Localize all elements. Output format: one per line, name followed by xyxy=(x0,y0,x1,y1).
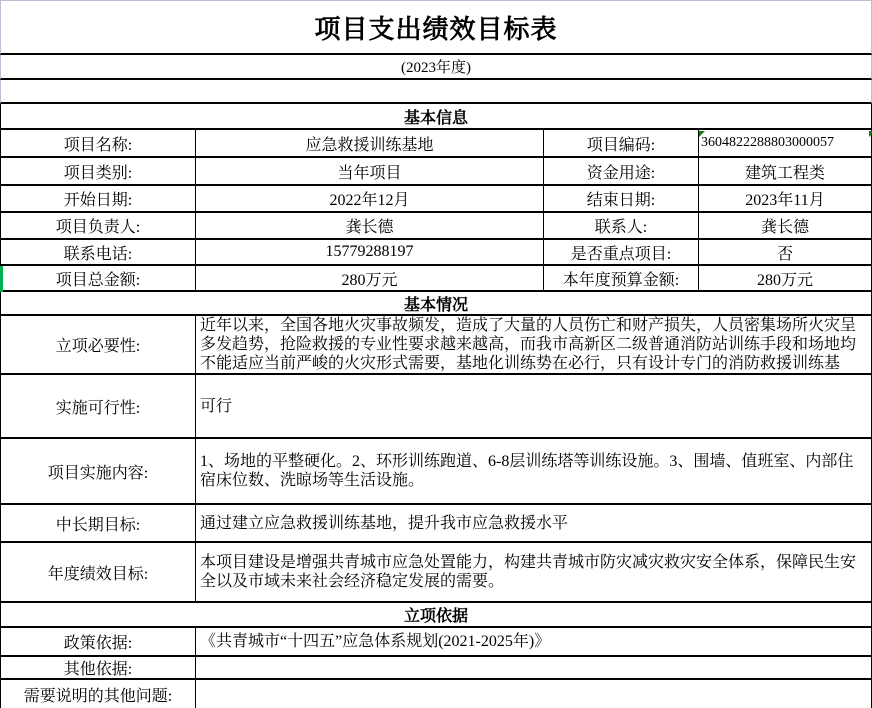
longterm-goal-label: 中长期目标: xyxy=(1,505,196,541)
key-project-label: 是否重点项目: xyxy=(544,240,699,264)
row-highlight-marker xyxy=(0,266,3,292)
row-other-issues xyxy=(0,680,872,708)
necessity-value: 近年以来，全国各地火灾事故频发，造成了大量的人员伤亡和财产损失，人员密集场所火灾呈多发趋势，抢险救援的专业性要求越来越高，而我市高新区二级普通消防站训练手段和场地均不能适应当前严峻的火灾形式需要，基地化训练势在必行，只有设计专门的消防救援训练基 xyxy=(200,317,857,372)
contact-phone-label: 联系电话: xyxy=(1,240,196,264)
policy-basis-value: 《共青城市“十四五”应急体系规划(2021-2025年)》 xyxy=(200,633,551,650)
project-name-label: 项目名称: xyxy=(1,130,196,156)
contact-person-value: 龚长德 xyxy=(760,219,809,236)
fund-use-value: 建筑工程类 xyxy=(744,164,825,182)
row-project-category xyxy=(0,158,872,186)
end-date-label: 结束日期: xyxy=(544,186,699,211)
total-amount-value: 280万元 xyxy=(196,266,544,290)
longterm-goal-value: 通过建立应急救援训练基地，提升我市应急救援水平 xyxy=(200,514,569,532)
title-row xyxy=(0,0,872,55)
annual-budget-label: 本年度预算金额: xyxy=(544,266,699,290)
section-basic-situation-title: 基本情况 xyxy=(403,296,468,314)
row-project-name xyxy=(0,130,872,158)
page-title: 项目支出绩效目标表 xyxy=(314,14,558,44)
row-implementation-content xyxy=(0,439,872,505)
necessity-label: 立项必要性: xyxy=(1,316,196,373)
other-issues-label: 需要说明的其他问题: xyxy=(1,680,196,708)
section-basic-info-title: 基本信息 xyxy=(403,109,468,127)
project-category-label: 项目类别: xyxy=(1,158,196,184)
row-contact-phone xyxy=(0,240,872,266)
project-code-label: 项目编码: xyxy=(544,130,699,156)
row-annual-performance-goal xyxy=(0,543,872,603)
total-amount-label: 项目总金额: xyxy=(1,266,196,290)
blank-cell xyxy=(1,80,871,102)
responsible-person-value: 龚长德 xyxy=(196,213,544,238)
section-basic-situation xyxy=(0,292,872,316)
feasibility-label: 实施可行性: xyxy=(1,375,196,437)
subtitle-row xyxy=(0,55,872,80)
year-subtitle: (2023年度) xyxy=(401,60,471,76)
fund-use-label: 资金用途: xyxy=(544,158,699,184)
start-date-label: 开始日期: xyxy=(1,186,196,211)
start-date-value: 2022年12月 xyxy=(196,186,544,211)
other-issues-value xyxy=(196,680,871,708)
project-name-value: 应急救援训练基地 xyxy=(196,130,544,156)
row-dates xyxy=(0,186,872,213)
end-date-value: 2023年11月 xyxy=(745,192,825,209)
contact-phone-value: 15779288197 xyxy=(196,240,544,264)
section-basic-info xyxy=(0,104,872,130)
feasibility-value: 可行 xyxy=(200,397,233,415)
annual-budget-value: 280万元 xyxy=(756,271,813,289)
annual-performance-goal-value: 本项目建设是增强共青城市应急处置能力，构建共青城市防灾减灾救灾安全体系，保障民生安全以及市域未来社会经济稳定发展的需要。 xyxy=(200,554,857,590)
policy-basis-label: 政策依据: xyxy=(1,628,196,655)
key-project-value: 否 xyxy=(776,245,793,263)
annual-performance-goal-label: 年度绩效目标: xyxy=(1,543,196,601)
section-project-basis xyxy=(0,603,872,628)
project-category-value: 当年项目 xyxy=(196,158,544,184)
row-necessity xyxy=(0,316,872,375)
row-responsible-person xyxy=(0,213,872,240)
row-other-basis xyxy=(0,657,872,680)
row-total-amount xyxy=(0,266,872,292)
section-project-basis-title: 立项依据 xyxy=(403,608,468,625)
cell-error-triangle-icon xyxy=(699,131,705,137)
row-policy-basis xyxy=(0,628,872,657)
row-feasibility xyxy=(0,375,872,439)
other-basis-value xyxy=(196,657,871,678)
implementation-content-label: 项目实施内容: xyxy=(1,439,196,503)
project-code-value: 3604822288803000057 xyxy=(701,135,834,150)
blank-row xyxy=(0,80,872,104)
responsible-person-label: 项目负责人: xyxy=(1,213,196,238)
other-basis-label: 其他依据: xyxy=(1,657,196,678)
implementation-content-value: 1、场地的平整硬化。2、环形训练跑道、6-8层训练塔等训练设施。3、围墙、值班室、内部住宿床位数、洗晾场等生活设施。 xyxy=(200,453,854,489)
contact-person-label: 联系人: xyxy=(544,213,699,238)
row-longterm-goal xyxy=(0,505,872,543)
